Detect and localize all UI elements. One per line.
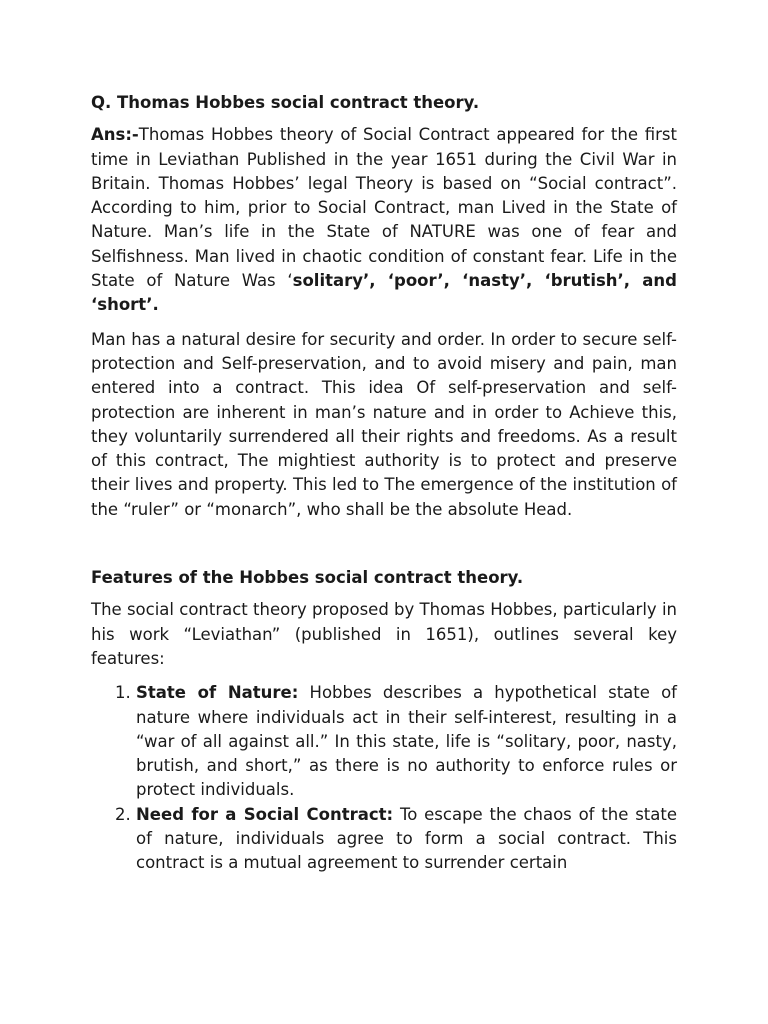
list-item-text: To escape the chaos of the state of nature, individuals agree to form a social contract. This contract is a mutual agreement to surrender certain	[136, 804, 677, 873]
answer-bold-tail: solitary’, ‘poor’, ‘nasty’, ‘brutish’, and ‘short’.	[91, 271, 677, 315]
answer-label: Ans:-	[91, 125, 139, 145]
list-item-title: Need for a Social Contract:	[136, 804, 394, 824]
list-item-text: Hobbes describes a hypothetical state of nature where individuals act in their self-interest, resulting in a “war of all against all.” In this state, life is “solitary, poor, nasty, brutish, and short,” as there is no authority to enforce rules or protect individuals.	[136, 683, 677, 800]
features-intro: The social contract theory proposed by Thomas Hobbes, particularly in his work “Leviathan” (published in 1651), outlines several key features:	[91, 600, 677, 668]
features-heading: Features of the Hobbes social contract theory.	[91, 568, 524, 588]
answer-paragraph	[91, 123, 677, 317]
features-list	[91, 681, 677, 875]
list-item	[136, 803, 677, 876]
list-item-title: State of Nature:	[136, 683, 299, 703]
paragraph-2: Man has a natural desire for security and order. In order to secure self-protection and Self-preservation, and to avoid misery and pain, man entered into a contract. This idea Of self-preservation and self-protection are inherent in man’s nature and in order to Achieve this, they voluntarily surrendered all their rights and freedoms. As a result of this contract, The mightiest authority is to protect and preserve their lives and property. This led to The emergence of the institution of the “ruler” or “monarch”, who shall be the absolute Head.	[91, 329, 677, 519]
question-title: Q. Thomas Hobbes social contract theory.	[91, 93, 480, 112]
list-item	[136, 681, 677, 802]
document-page	[91, 91, 677, 876]
answer-text: Thomas Hobbes theory of Social Contract appeared for the first time in Leviathan Published in the year 1651 during the Civil War in Britain. Thomas Hobbes’ legal Theory is based on “Social contract”. According to him, prior to Social Contract, man Lived in the State of Nature. Man’s life in the State of NATURE was one of fear and Selfishness. Man lived in chaotic condition of constant fear. Life in the State of Nature Was ‘	[91, 125, 677, 291]
